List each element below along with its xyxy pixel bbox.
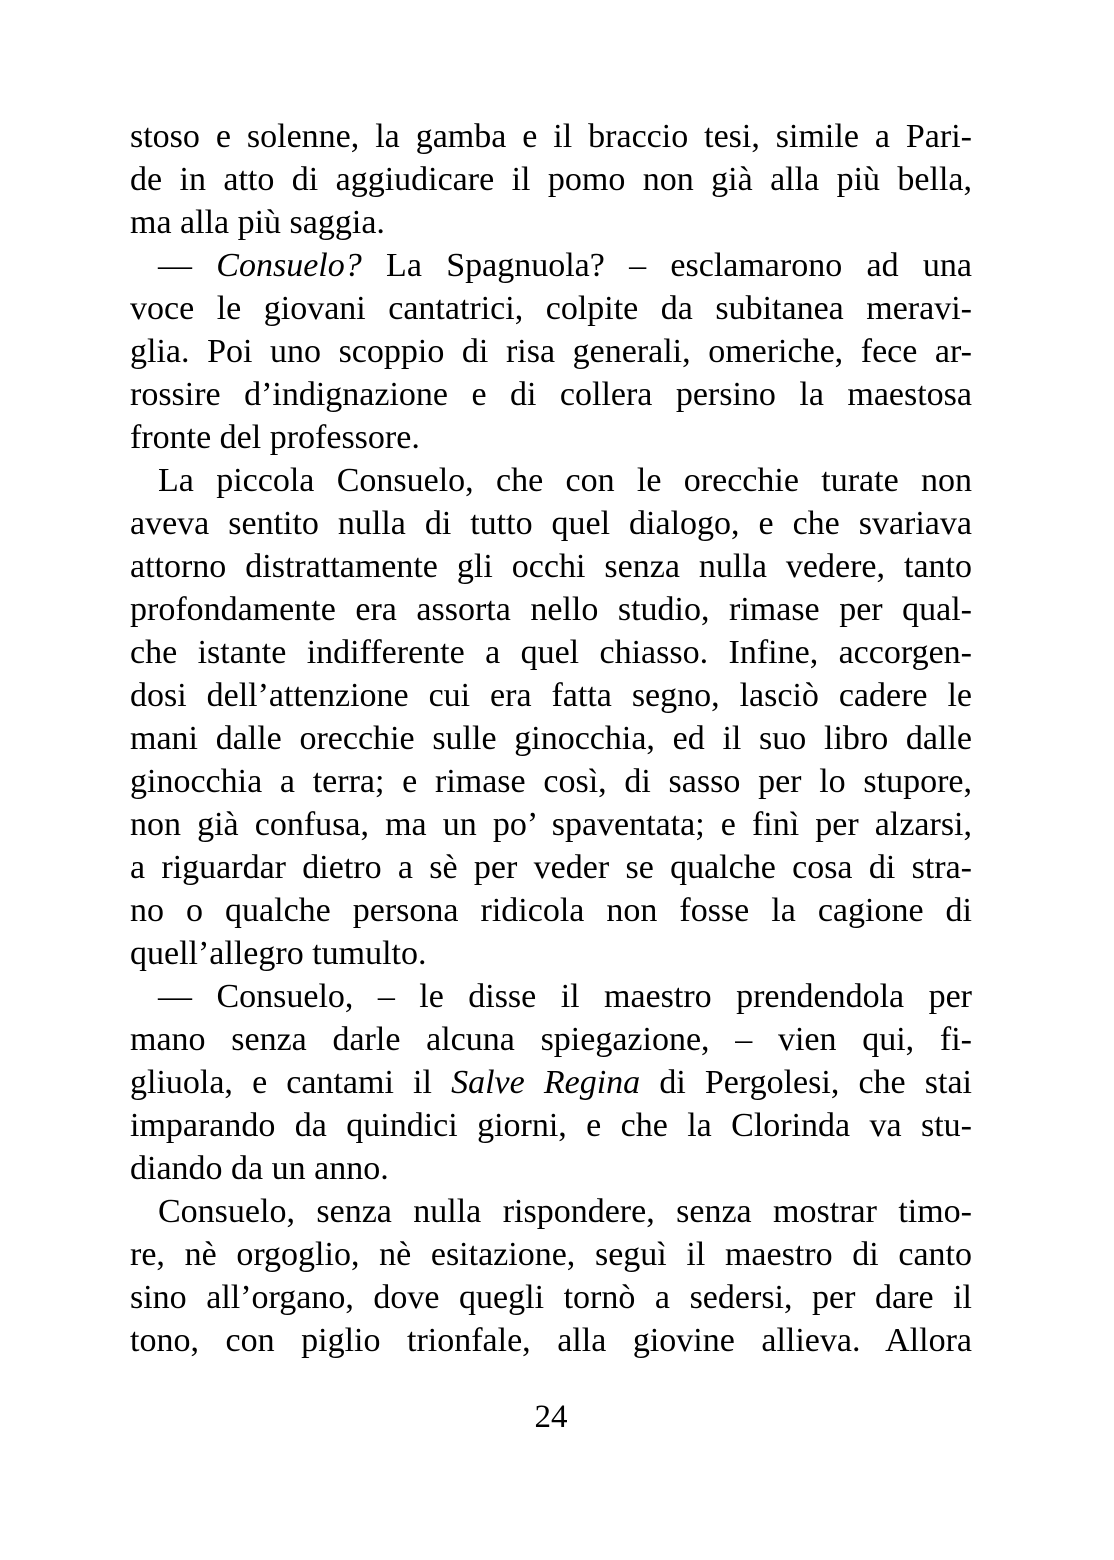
text-run: gliuola, e cantami il [130, 1064, 452, 1101]
text-line [130, 1061, 972, 1104]
text-run: tono, con piglio trionfale, alla giovine allieva. Allora [130, 1322, 972, 1359]
text-line [130, 588, 972, 631]
text-run: di Pergolesi, che stai [640, 1064, 972, 1101]
text-run: aveva sentito nulla di tutto quel dialogo, e che svariava [130, 505, 972, 542]
text-run: de in atto di aggiudicare il pomo non già alla più bella, [130, 161, 972, 198]
text-run: La piccola Consuelo, che con le orecchie turate non [158, 462, 972, 499]
text-line [130, 889, 972, 932]
text-run: attorno distrattamente gli occhi senza nulla vedere, tanto [130, 548, 972, 585]
text-run: stoso e solenne, la gamba e il braccio tesi, simile a Pari- [130, 118, 972, 155]
text-run: che istante indifferente a quel chiasso. Infine, accorgen- [130, 634, 972, 671]
italic-text-run: Consuelo? [216, 247, 362, 284]
text-run: La Spagnuola? – esclamarono ad una [361, 247, 972, 284]
text-run: glia. Poi uno scoppio di risa generali, omeriche, fece ar- [130, 333, 972, 370]
text-line [130, 1319, 972, 1362]
text-run: diando da un anno. [130, 1150, 389, 1187]
text-run: re, nè orgoglio, nè esitazione, seguì il maestro di canto [130, 1236, 972, 1273]
text-run: — Consuelo, – le disse il maestro prendendola per [158, 978, 972, 1015]
text-line [130, 244, 972, 287]
text-run: mani dalle orecchie sulle ginocchia, ed il suo libro dalle [130, 720, 972, 757]
text-line [130, 115, 972, 158]
text-line [130, 1104, 972, 1147]
text-line [130, 1233, 972, 1276]
text-line [130, 373, 972, 416]
text-line [130, 545, 972, 588]
page-number: 24 [534, 1399, 568, 1435]
text-run: — [158, 247, 217, 284]
text-line [130, 1276, 972, 1319]
text-run: non già confusa, ma un po’ spaventata; e finì per alzarsi, [130, 806, 972, 843]
italic-text-run: Salve Regina [451, 1064, 641, 1101]
text-line [130, 287, 972, 330]
text-line [130, 416, 972, 459]
text-run: mano senza darle alcuna spiegazione, – vien qui, fi- [130, 1021, 972, 1058]
text-line [130, 803, 972, 846]
text-run: sino all’organo, dove quegli tornò a sedersi, per dare il [130, 1279, 972, 1316]
text-run: rossire d’indignazione e di collera persino la maestosa [130, 376, 972, 413]
text-run: a riguardar dietro a sè per veder se qualche cosa di stra- [130, 849, 972, 886]
text-line [130, 1018, 972, 1061]
text-run: Consuelo, senza nulla rispondere, senza mostrar timo- [158, 1193, 972, 1230]
text-line [130, 975, 972, 1018]
text-run: dosi dell’attenzione cui era fatta segno, lasciò cadere le [130, 677, 972, 714]
text-line [130, 1147, 972, 1190]
page-text [130, 115, 972, 1362]
text-run: imparando da quindici giorni, e che la Clorinda va stu- [130, 1107, 972, 1144]
text-line [130, 330, 972, 373]
text-line [130, 631, 972, 674]
text-run: voce le giovani cantatrici, colpite da subitanea meravi- [130, 290, 972, 327]
text-line [130, 717, 972, 760]
text-line [130, 502, 972, 545]
text-line [130, 760, 972, 803]
text-line [130, 201, 972, 244]
text-line [130, 158, 972, 201]
text-run: ma alla più saggia. [130, 204, 385, 241]
text-line [130, 846, 972, 889]
text-line [130, 1190, 972, 1233]
text-line [130, 674, 972, 717]
text-run: no o qualche persona ridicola non fosse la cagione di [130, 892, 972, 929]
text-line [130, 459, 972, 502]
text-line [130, 932, 972, 975]
text-run: ginocchia a terra; e rimase così, di sasso per lo stupore, [130, 763, 972, 800]
text-run: quell’allegro tumulto. [130, 935, 427, 972]
text-run: fronte del professore. [130, 419, 420, 456]
text-run: profondamente era assorta nello studio, rimase per qual- [130, 591, 972, 628]
